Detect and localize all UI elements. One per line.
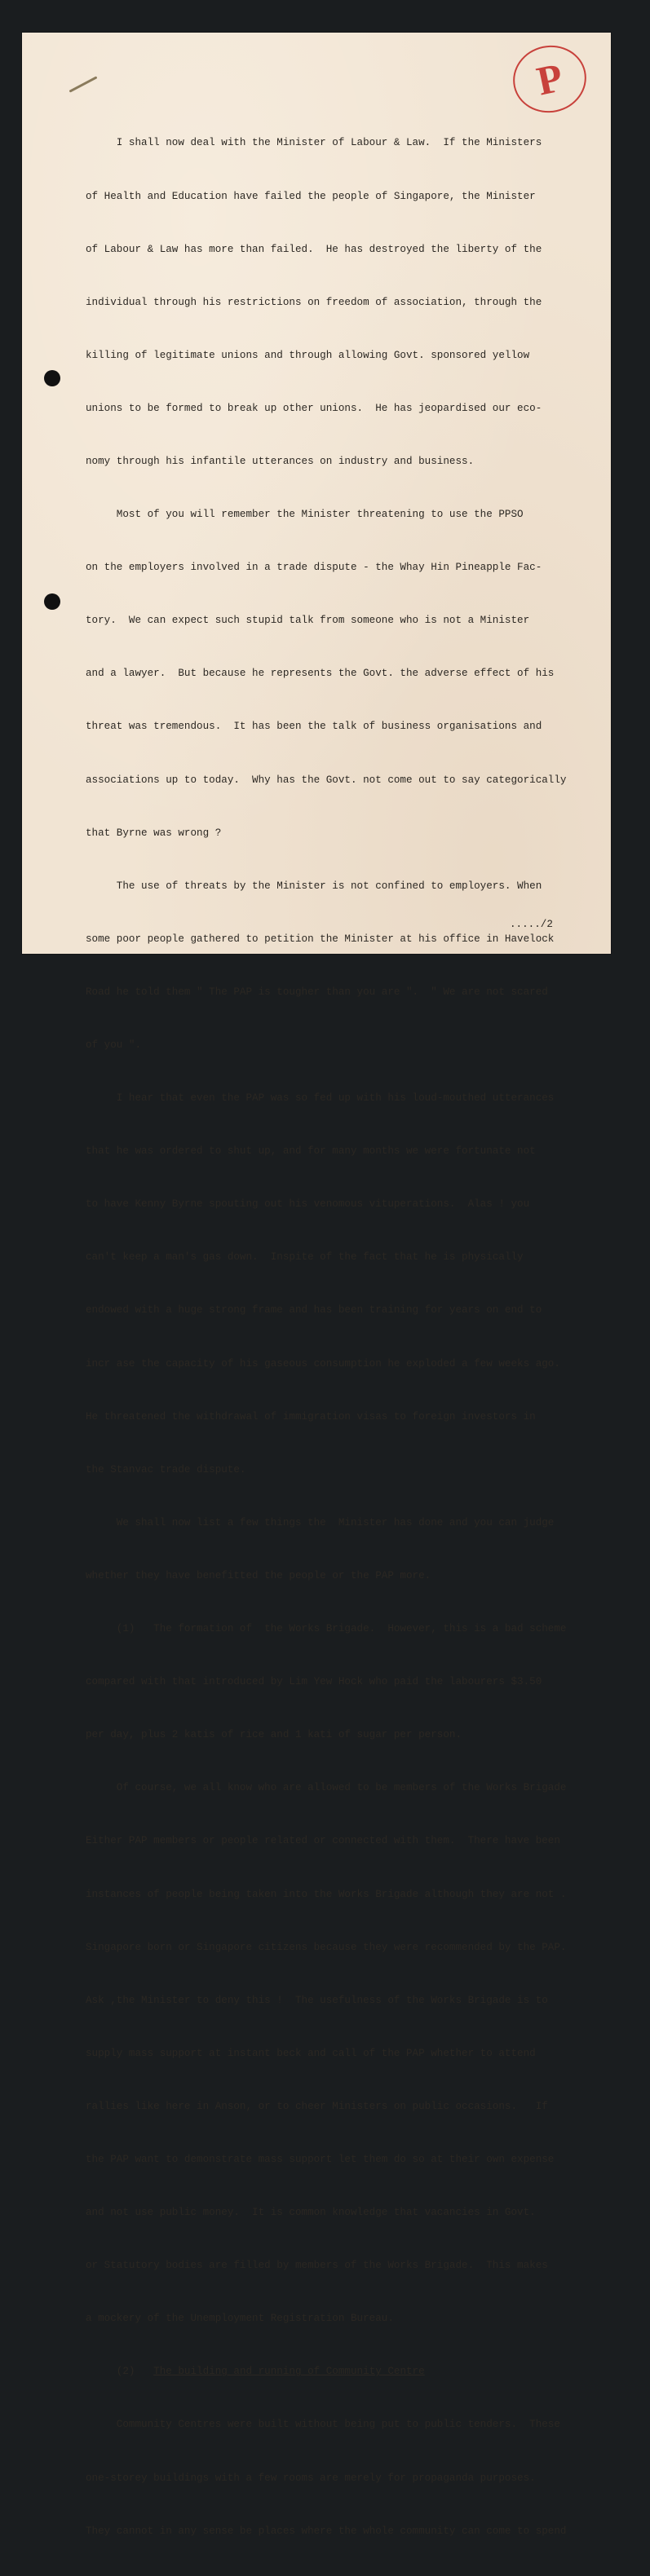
text-line: unions to be formed to break up other unions. He has jeopardised our eco- (86, 402, 542, 414)
text-line: some poor people gathered to petition the Minister at his office in Havelock (86, 933, 555, 945)
text-line: the Stanvac trade dispute. (86, 1463, 246, 1475)
text-line: on the employers involved in a trade dispute - the Whay Hin Pineapple Fac- (86, 562, 542, 574)
text-line: can't keep a man's gas down. Inspite of the fact that he is physically (86, 1251, 524, 1264)
text-line: incr ase the capacity of his gaseous consumption he exploded a few weeks ago. (86, 1357, 560, 1370)
punch-hole-bottom (44, 593, 60, 610)
text-line: endowed with a huge strong frame and has been training for years on end to (86, 1304, 542, 1317)
document-page (22, 33, 611, 2537)
text-line: Most of you will remember the Minister threatening to use the PPSO (86, 509, 524, 521)
text-line: The use of threats by the Minister is not confined to employers. When (86, 880, 542, 892)
text-line: instances of people being taken into the Works Brigade although they are not . (86, 1888, 567, 1900)
text-line: killing of legitimate unions and through allowing Govt. sponsored yellow (86, 349, 530, 361)
page-continuation-marker: .....‌/2 (510, 919, 553, 930)
text-line: (1) The formation of the Works Brigade. However, this is a bad scheme (86, 1623, 567, 1635)
text-line: whether they have benefitted the people or the PAP more. (86, 1569, 431, 1581)
text-line: I hear that even the PAP was so fed up with his loud-mouthed utterances (86, 1092, 555, 1105)
section-2-heading: The building and running of Community Centre (153, 2366, 425, 2378)
text-line: that Byrne was wrong ? (86, 827, 222, 839)
text-line: Ask ,the Minister to deny this ! The usefulness of the Works Brigade is to (86, 1994, 548, 2006)
text-line: of you ". (86, 1039, 142, 1051)
section-2-line (86, 2363, 608, 2381)
text-line: supply mass support at instant beck and call of the PAP whether to attend (86, 2047, 536, 2059)
text-line: I shall now deal with the Minister of Labour & Law. If the Ministers (86, 137, 542, 149)
text-line: to have Kenny Byrne spouting out his venomous vituperations. Alas ! you (86, 1198, 530, 1211)
text-line: Road he told them " The PAP is tougher than you are ". " We are not scared (86, 986, 548, 998)
text-line: He threatened the withdrawal of immigration visas to foreign investors in (86, 1410, 536, 1423)
punch-hole-top (44, 370, 60, 386)
typed-text-body (86, 99, 608, 2576)
text-line: tory. We can expect such stupid talk from someone who is not a Minister (86, 615, 530, 627)
text-line: Of course, we all know who are allowed to be members of the Works Brigade (86, 1782, 567, 1794)
text-line: one-storey buildings with a few rooms are merely for propaganda purposes. (86, 2472, 536, 2484)
text-line: the PAP want to demonstrate mass support let them do so at their own expense (86, 2153, 555, 2165)
section-2-number: (2) (86, 2366, 154, 2378)
text-line: and not use public money. It is common knowledge that vacancies in Govt. (86, 2207, 536, 2219)
text-line: associations up to today. Why has the Govt. not come out to say categorically (86, 774, 567, 786)
text-line: of Health and Education have failed the people of Singapore, the Minister (86, 190, 536, 202)
text-line: or Statutory bodies are filled by members of the Works Brigade. This makes (86, 2260, 548, 2272)
text-line: nomy through his infantile utterances on industry and business. (86, 455, 475, 467)
text-line: Singapore born or Singapore citizens because they were recommended by the PAP. (86, 1941, 567, 1953)
text-line: of Labour & Law has more than failed. He has destroyed the liberty of the (86, 243, 542, 255)
text-line: that he was ordered to shut up, and for many months we were fortunate not (86, 1145, 536, 1158)
text-line: a mockery of the Unemployment Registration Bureau. (86, 2313, 394, 2325)
text-line: per day, plus 2 katis of rice and 1 kati of sugar per person. (86, 1729, 462, 1741)
text-line: and a lawyer. But because he represents the Govt. the adverse effect of his (86, 668, 555, 680)
text-line: Community Centres were built without being put to public tenders. These (86, 2419, 560, 2431)
text-line: rallies like here in Anson, or to cheer Ministers on public occasions. If (86, 2100, 548, 2112)
text-line: compared with that introduced by Lim Yew Hock who paid the labourers $3.50 (86, 1676, 542, 1688)
text-line: Either PAP members or people related or connected with them. There have been (86, 1835, 560, 1847)
stamp-letter: P (533, 54, 567, 104)
staple-mark (69, 76, 98, 92)
text-line: We shall now list a few things the Minister has done and you can judge (86, 1516, 555, 1528)
text-line: They cannot in any sense be places where the whole community can come to spend (86, 2525, 567, 2537)
text-line: individual through his restrictions on freedom of association, through the (86, 296, 542, 308)
text-line: threat was tremendous. It has been the talk of business organisations and (86, 721, 542, 733)
